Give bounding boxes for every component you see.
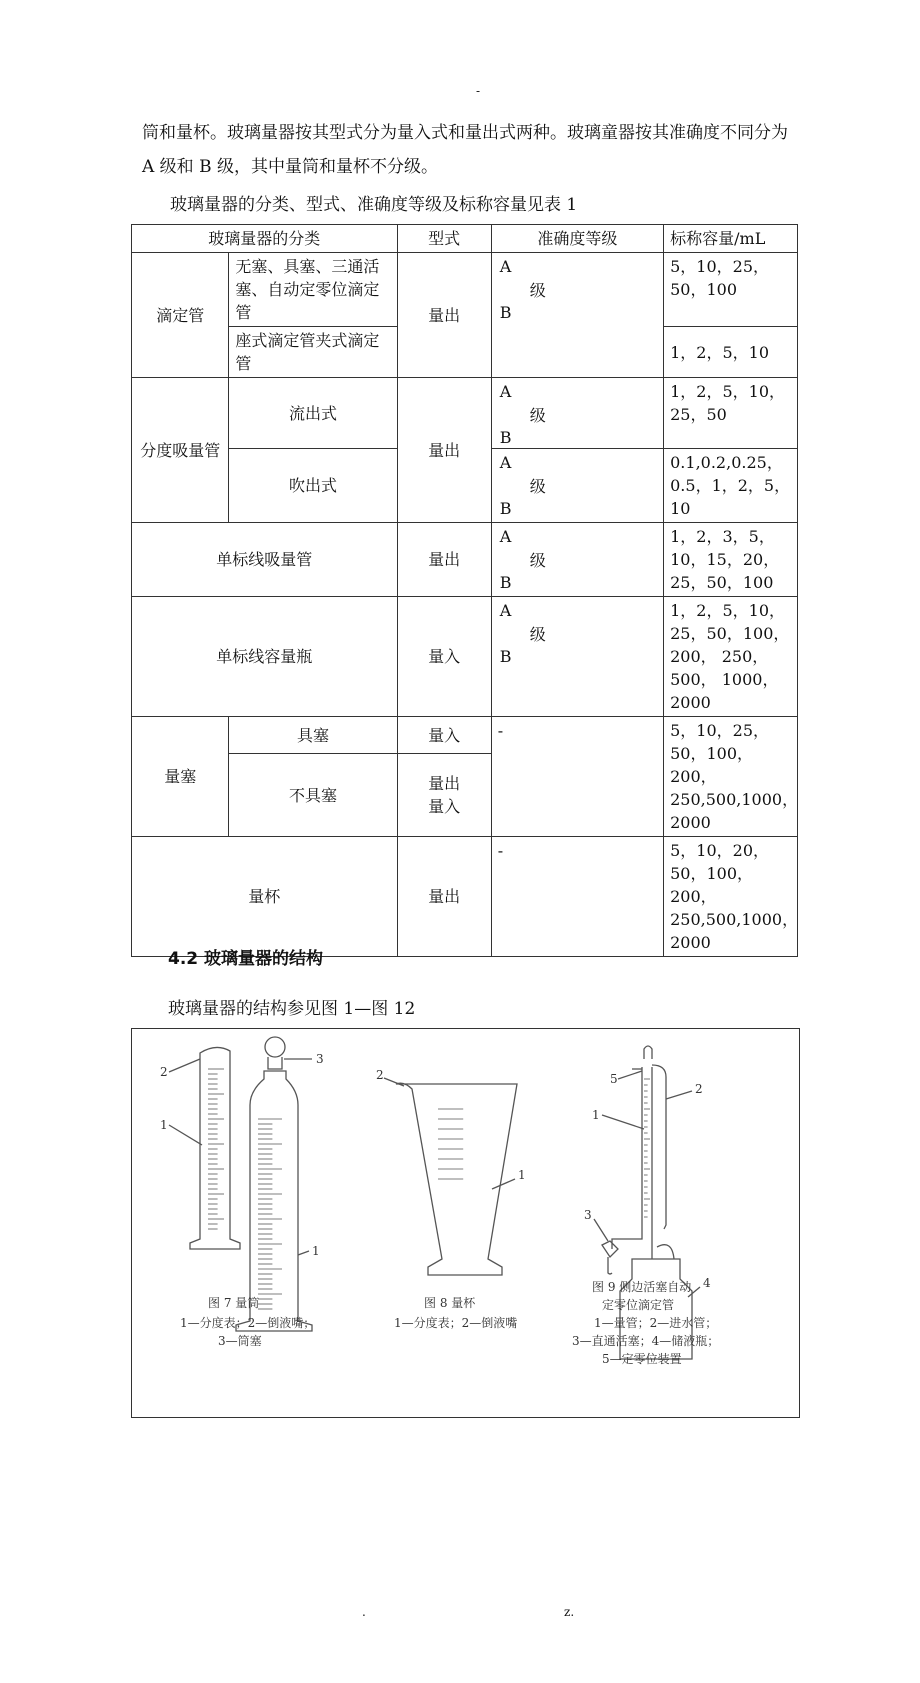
cylinder-grade: - bbox=[491, 717, 663, 837]
header-capacity: 标称容量/mL bbox=[664, 225, 798, 253]
table-caption: 玻璃量器的分类、型式、准确度等级及标称容量见表 1 bbox=[170, 195, 578, 215]
burette-cap2: 1，2，5，10 bbox=[664, 327, 798, 378]
single-pipette-cap: 1，2，3，5，10，15，20，25，50，100 bbox=[664, 523, 798, 597]
graduated-pipette-cap2: 0.1,0.2,0.25，0.5，1，2，5，10 bbox=[664, 449, 798, 523]
fig9-label-1: 1 bbox=[592, 1108, 600, 1122]
table-row bbox=[132, 523, 798, 597]
fig9-label-2: 2 bbox=[695, 1082, 703, 1096]
burette-grade: A 级 B bbox=[491, 253, 663, 378]
fig7-label-1b: 1 bbox=[312, 1244, 320, 1258]
graduated-pipette-name: 分度吸量管 bbox=[132, 378, 229, 523]
graduated-pipette-type: 量出 bbox=[397, 378, 491, 523]
header-mark: - bbox=[476, 84, 481, 98]
cylinder-name: 量塞 bbox=[132, 717, 229, 837]
beaker-cap: 5，10，20，50，100，200，250,500,1000，2000 bbox=[664, 837, 798, 957]
fig7-legend1: 1—分度表；2—倒液嘴； bbox=[180, 1316, 316, 1330]
graduated-pipette-grade2: A 级 B bbox=[491, 449, 663, 523]
fig9-title2: 定零位滴定管 bbox=[602, 1298, 675, 1312]
table-row bbox=[132, 597, 798, 717]
burette-name: 滴定管 bbox=[132, 253, 229, 378]
beaker-illustration bbox=[396, 1083, 517, 1275]
burette-sub1: 无塞、具塞、三通活塞、自动定零位滴定管 bbox=[229, 253, 397, 327]
fig9-label-5: 5 bbox=[610, 1072, 618, 1086]
table-row bbox=[132, 837, 798, 957]
table-header-row bbox=[132, 225, 798, 253]
fig7-label-1a: 1 bbox=[160, 1118, 168, 1132]
header-category: 玻璃量器的分类 bbox=[132, 225, 398, 253]
volumetric-flask-name: 单标线容量瓶 bbox=[132, 597, 398, 717]
beaker-grade: - bbox=[491, 837, 663, 957]
graduated-pipette-sub2: 吹出式 bbox=[229, 449, 397, 523]
classification-table bbox=[131, 224, 798, 957]
graduated-pipette-grade1: A 级 B bbox=[491, 378, 663, 449]
fig8-label-1: 1 bbox=[518, 1168, 526, 1182]
burette-sub2: 座式滴定管夹式滴定管 bbox=[229, 327, 397, 378]
header-grade: 准确度等级 bbox=[491, 225, 663, 253]
cylinder-type2: 量出 量入 bbox=[397, 754, 491, 837]
intro-paragraph: 筒和量杯。玻璃量器按其型式分为量入式和量出式两种。玻璃童器按其准确度不同分为 A 级和 B 级，其中量筒和量杯不分级。 bbox=[142, 123, 788, 177]
volumetric-flask-grade: A 级 B bbox=[491, 597, 663, 717]
footer-left: . bbox=[362, 1605, 366, 1619]
burette-cap1: 5，10，25，50，100 bbox=[664, 253, 798, 327]
burette-type: 量出 bbox=[397, 253, 491, 378]
graduated-pipette-sub1: 流出式 bbox=[229, 378, 397, 449]
volumetric-flask-type: 量入 bbox=[397, 597, 491, 717]
figure-intro: 玻璃量器的结构参见图 1—图 12 bbox=[168, 999, 416, 1019]
fig8-legend1: 1—分度表；2—倒液嘴 bbox=[394, 1316, 518, 1330]
graduated-pipette-cap1: 1，2，5，10，25，50 bbox=[664, 378, 798, 449]
table-row bbox=[132, 253, 798, 327]
fig9-label-3: 3 bbox=[584, 1208, 592, 1222]
cylinder-open-illustration bbox=[190, 1047, 240, 1249]
cylinder-sub1: 具塞 bbox=[229, 717, 397, 754]
fig9-title1: 图 9 侧边活塞自动 bbox=[592, 1280, 692, 1294]
volumetric-flask-cap: 1，2，5，10，25，50，100，200， 250，500， 1000，2000 bbox=[664, 597, 798, 717]
fig8-title: 图 8 量杯 bbox=[424, 1296, 476, 1310]
footer-right: z. bbox=[564, 1605, 575, 1619]
fig7-label-2: 2 bbox=[160, 1065, 168, 1079]
beaker-name: 量杯 bbox=[132, 837, 398, 957]
single-pipette-type: 量出 bbox=[397, 523, 491, 597]
beaker-type: 量出 bbox=[397, 837, 491, 957]
fig8-label-2: 2 bbox=[376, 1068, 384, 1082]
fig9-legend2: 3—直通活塞；4—储液瓶； bbox=[572, 1334, 720, 1348]
table-row bbox=[132, 378, 798, 449]
table-row bbox=[132, 717, 798, 754]
cylinder-sub2: 不具塞 bbox=[229, 754, 397, 837]
figure-panel bbox=[131, 1028, 800, 1418]
fig9-legend3: 5—定零位装置 bbox=[602, 1352, 682, 1366]
fig7-legend2: 3—筒塞 bbox=[218, 1334, 262, 1348]
cylinder-stoppered-illustration bbox=[236, 1037, 312, 1331]
figure-drawings bbox=[132, 1029, 799, 1417]
single-pipette-name: 单标线吸量管 bbox=[132, 523, 398, 597]
fig7-title: 图 7 量筒 bbox=[208, 1296, 260, 1310]
fig9-label-4: 4 bbox=[703, 1276, 711, 1290]
section-title: 4.2 玻璃量器的结构 bbox=[168, 949, 324, 969]
burette-illustration bbox=[602, 1046, 692, 1359]
fig7-label-3: 3 bbox=[316, 1052, 324, 1066]
fig9-legend1: 1—量管；2—进水管； bbox=[594, 1316, 718, 1330]
single-pipette-grade: A 级 B bbox=[491, 523, 663, 597]
cylinder-cap: 5，10，25，50，100，200，250,500,1000，2000 bbox=[664, 717, 798, 837]
cylinder-type1: 量入 bbox=[397, 717, 491, 754]
header-type: 型式 bbox=[397, 225, 491, 253]
